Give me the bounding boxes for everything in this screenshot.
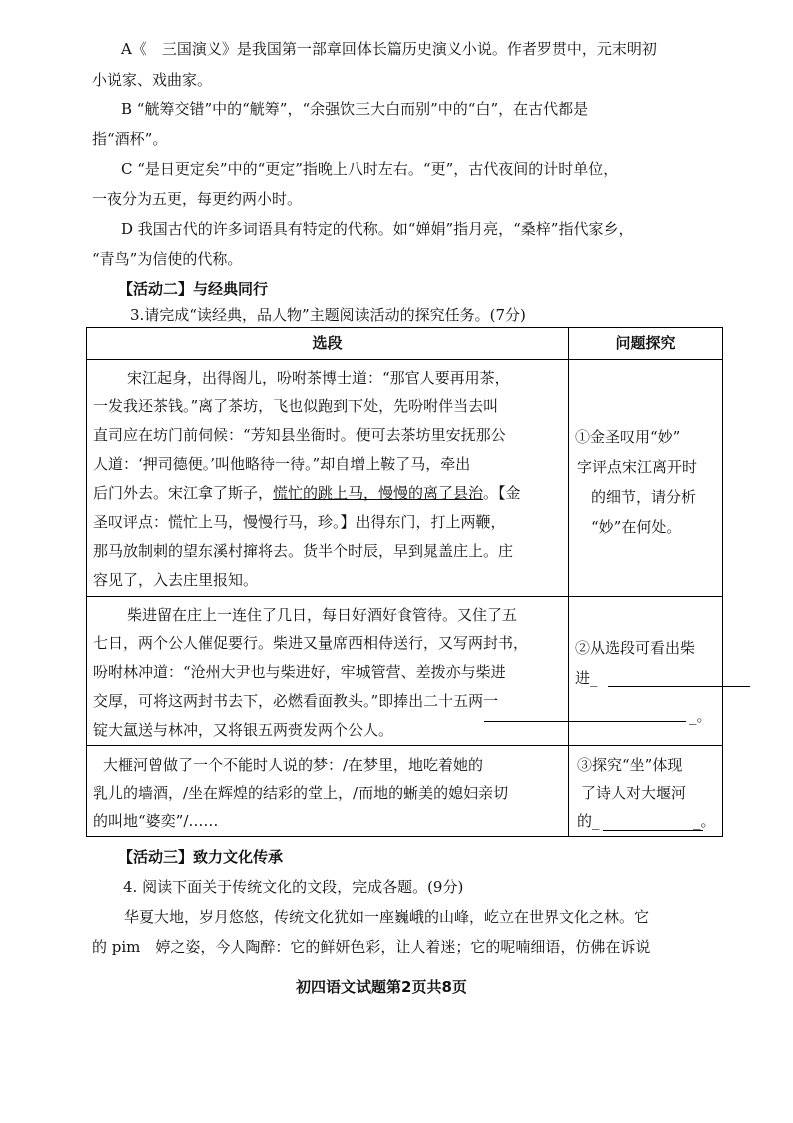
excerpt1-annotation-start: 。【金 <box>483 484 521 502</box>
passage-line: 的 pim 婷之姿，今人陶醉：它的鲜妍色彩，让人着迷；它的呢喃细语，仿佛在诉说 <box>92 938 651 956</box>
option-d-line1: D 我国古代的许多词语具有特定的代称。如“婵娟”指月亮，“桑梓”指代家乡， <box>121 220 634 238</box>
inquiry1-line: ①金圣叹用“妙” <box>575 428 681 446</box>
excerpt1-line-underline-row <box>93 484 521 502</box>
answer-blank-2a[interactable] <box>608 686 750 687</box>
excerpt-cell-3 <box>87 746 569 837</box>
option-c-line2: 一夜分为五更，每更约两小时。 <box>92 190 303 208</box>
excerpt3-line: 乳儿的墙酒，/坐在辉煌的结彩的堂上，/而地的蜥美的媳妇亲切 <box>93 784 509 802</box>
excerpt2-line: 吩咐林冲道：“沧州大尹也与柴进好，牢城管营、差拨亦与柴进 <box>93 663 506 681</box>
inquiry3-line: ③探究“坐”体现 <box>577 756 683 774</box>
inquiry2-line: ②从选段可看出柴 <box>575 639 696 657</box>
inquiry2-line: _。 <box>689 707 712 725</box>
excerpt2-line: 柴进留在庄上一连住了几日，每日好酒好食管待。又住了五 <box>127 606 518 624</box>
excerpt1-line: 后门外去。宋江拿了斯子， <box>93 484 274 502</box>
underlined-phrase: 慌忙的跳上马，慢慢的离了县治 <box>273 484 484 502</box>
excerpt2-line: 锭大氲送与林冲，又将银五两赍发两个公人。 <box>93 721 394 739</box>
excerpt1-line: 宋江起身，出得阁儿，吩咐茶博士道：“那官人要再用茶， <box>127 369 510 387</box>
answer-blank-3[interactable] <box>603 830 703 831</box>
table-row <box>87 746 723 837</box>
activity3-title: 【活动三】致力文化传承 <box>118 848 284 866</box>
option-d-line2: “青鸟”为信使的代称。 <box>92 250 243 268</box>
excerpt1-line: 容见了，入去庄里报知。 <box>93 571 259 589</box>
inquiry3-line: _。 <box>693 812 716 830</box>
excerpt1-line: 圣叹评点：慌忙上马，慢慢行马，珍。】出得东门，打上两鞭， <box>93 513 506 531</box>
inquiry1-line: 的细节，请分析 <box>591 488 697 506</box>
excerpt-cell-2 <box>87 597 569 746</box>
inquiry1-line: “妙”在何处。 <box>591 518 682 536</box>
inquiry2-line: 进_ <box>575 669 598 687</box>
excerpt3-line: 的叫地“婆奕”/…… <box>93 812 219 830</box>
option-a-line2: 小说家、戏曲家。 <box>92 71 213 89</box>
option-c-line1: C “是日更定矣”中的“更定”指晚上八时左右。“更”，古代夜间的计时单位， <box>121 160 619 178</box>
excerpt2-line: 交厚，可将这两封书去下，必燃看面教头。”即捧出二十五两一 <box>93 692 499 710</box>
option-a-line1: A《 三国演义》是我国第一部章回体长篇历史演义小说。作者罗贯中，元末明初 <box>121 40 657 58</box>
table-row <box>87 597 723 746</box>
inquiry1-line: 字评点宋江离开时 <box>577 458 698 476</box>
option-b-line1: B “觥筹交错”中的“觥筹”，“余强饮三大白而别”中的“白”，在古代都是 <box>121 100 589 118</box>
answer-blank-2b[interactable] <box>484 721 686 722</box>
inquiry-cell-2 <box>569 597 723 746</box>
excerpt3-line: 大榧河曾做了一个不能时人说的梦：/在梦里，地吃着她的 <box>103 756 484 774</box>
option-b-line2: 指“酒杯”。 <box>92 130 168 148</box>
header-excerpt: 选段 <box>87 328 569 360</box>
excerpt-cell-1 <box>87 360 569 597</box>
header-inquiry: 问题探究 <box>569 328 723 360</box>
reading-task-table <box>86 327 723 837</box>
table-row <box>87 360 723 597</box>
question-3: 3.请完成“读经典，品人物”主题阅读活动的探究任务。(7分) <box>130 306 526 324</box>
table-header-row <box>87 328 723 360</box>
excerpt1-line: 人道：‘押司德便。’叫他略待一待。”却自增上鞍了马，牵出 <box>93 455 471 473</box>
excerpt2-line: 七日，两个公人催促要行。柴进又量席西相侍送行，又写两封书， <box>93 634 529 652</box>
excerpt1-line: 直司应在坊门前伺候：“芳知县坐衙时。便可去茶坊里安抚那公 <box>93 426 506 444</box>
page-footer: 初四语文试题第2页共8页 <box>296 978 467 996</box>
activity2-title: 【活动二】与经典同行 <box>118 280 269 298</box>
excerpt1-line: 那马放制刺的望东溪村撺将去。货半个时辰，早到晁盖庄上。庄 <box>93 542 514 560</box>
inquiry3-line: 的_ <box>577 812 600 830</box>
passage-line: 华夏大地，岁月悠悠，传统文化犹如一座巍峨的山峰，屹立在世界文化之林。它 <box>124 908 650 926</box>
inquiry3-line: 了诗人对大堰河 <box>581 784 687 802</box>
excerpt1-line: 一发我还茶钱。”离了茶坊，飞也似跑到下处，先吩咐伴当去叫 <box>93 397 499 415</box>
inquiry-cell-1 <box>569 360 723 597</box>
question-4: 4. 阅读下面关于传统文化的文段，完成各题。(9分) <box>123 878 464 896</box>
inquiry-cell-3 <box>569 746 723 837</box>
